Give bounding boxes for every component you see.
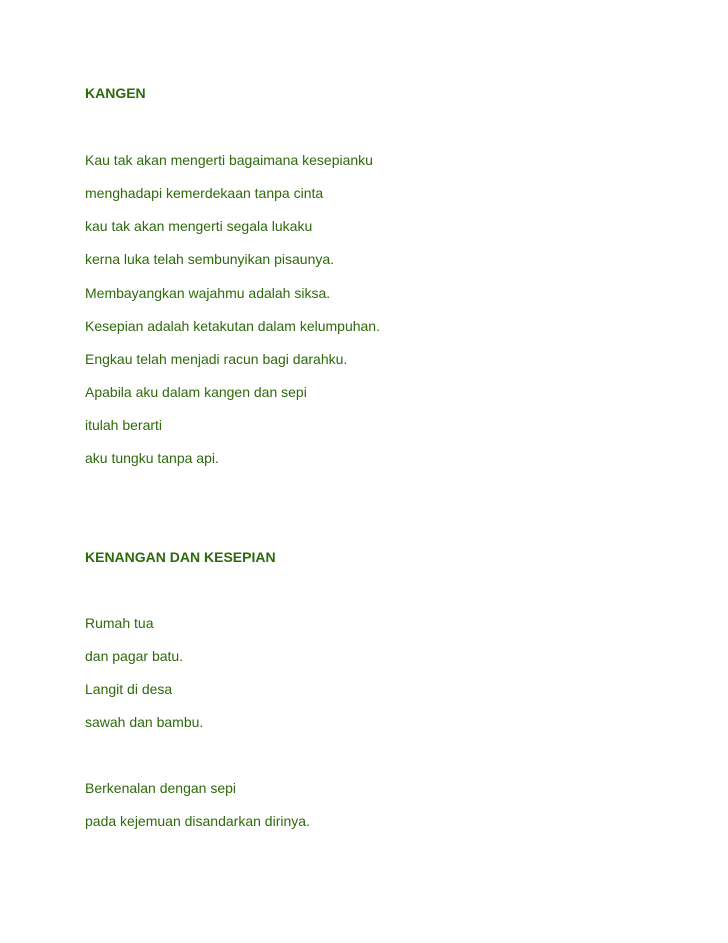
poem-line: pada kejemuan disandarkan dirinya.: [85, 813, 310, 829]
poem-line: aku tungku tanpa api.: [85, 450, 219, 466]
poem-line: itulah berarti: [85, 417, 163, 433]
poem-title-kangen: KANGEN: [85, 85, 146, 101]
poem-line: Membayangkan wajahmu adalah siksa.: [85, 285, 331, 301]
poem-line: Apabila aku dalam kangen dan sepi: [85, 384, 307, 400]
poem-line: Kesepian adalah ketakutan dalam kelumpuhan.: [85, 318, 380, 334]
poem-line: Langit di desa: [85, 681, 173, 697]
poem-line: Rumah tua: [85, 615, 154, 631]
poem-line: menghadapi kemerdekaan tanpa cinta: [85, 185, 324, 201]
poem-line: Berkenalan dengan sepi: [85, 780, 237, 796]
poem-line: Engkau telah menjadi racun bagi darahku.: [85, 351, 348, 367]
poem-line: sawah dan bambu.: [85, 714, 204, 730]
poem-line: kau tak akan mengerti segala lukaku: [85, 218, 313, 234]
poem-line: Kau tak akan mengerti bagaimana kesepianku: [85, 152, 373, 168]
poem-title-kenangan-dan-kesepian: KENANGAN DAN KESEPIAN: [85, 549, 276, 565]
poem-line: dan pagar batu.: [85, 648, 184, 664]
poem-line: kerna luka telah sembunyikan pisaunya.: [85, 251, 335, 267]
